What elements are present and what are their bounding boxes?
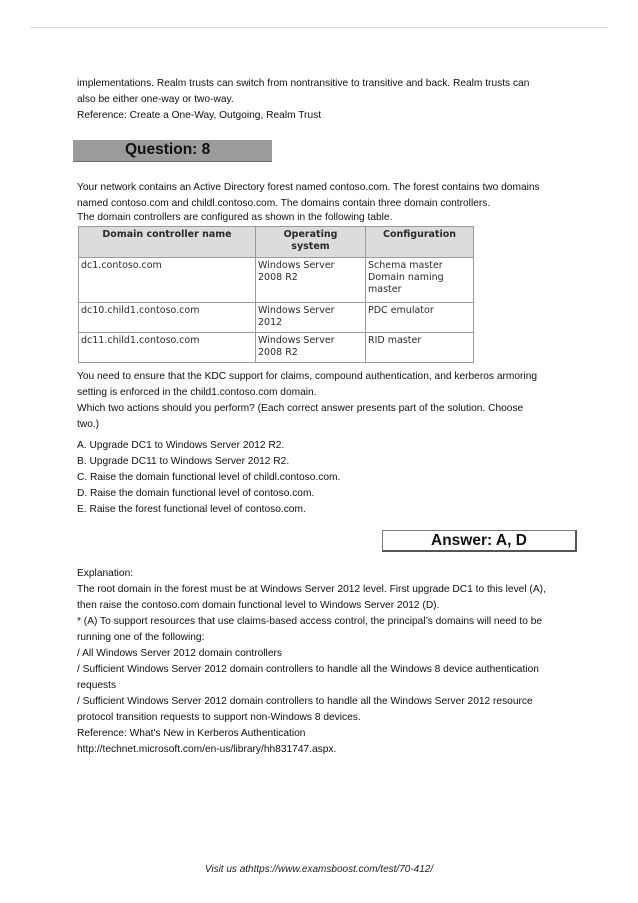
text-line: then raise the contoso.com domain functional level to Windows Server 2012 (D). xyxy=(77,600,440,611)
text-line: Reference: Create a One-Way, Outgoing, Realm Trust xyxy=(77,110,322,121)
explanation-paragraph xyxy=(77,566,577,758)
table-cell: dc10.child1.contoso.com xyxy=(79,303,256,333)
footer-link[interactable]: Visit us athttps://www.examsboost.com/test/70-412/ xyxy=(204,864,434,875)
text-line: Explanation: xyxy=(77,568,134,579)
table-cell: dc11.child1.contoso.com xyxy=(79,333,256,363)
domain-controller-table xyxy=(78,226,474,363)
text-line: The domain controllers are configured as shown in the following table. xyxy=(77,212,393,223)
table-cell: Windows Server 2012 xyxy=(256,303,366,333)
question-header xyxy=(73,140,272,162)
text-line: two.) xyxy=(77,419,100,430)
text-line: / Sufficient Windows Server 2012 domain controllers to handle all the Windows Server 2012 resource xyxy=(77,696,533,707)
question-stem xyxy=(77,180,577,223)
option-d: D. Raise the domain functional level of contoso.com. xyxy=(77,488,315,499)
task-paragraph xyxy=(77,369,577,433)
top-rule xyxy=(30,27,608,28)
column-header: Domain controller name xyxy=(79,227,256,258)
table-row xyxy=(79,303,474,333)
text-line: * (A) To support resources that use claims-based access control, the principal’s domains will need to be xyxy=(77,616,543,627)
text-line: requests xyxy=(77,680,117,691)
table-cell: RID master xyxy=(366,333,474,363)
text-line: Your network contains an Active Directory forest named contoso.com. The forest contains two domains xyxy=(77,182,540,193)
answer-options xyxy=(77,438,340,518)
text-line: Reference: What's New in Kerberos Authentication xyxy=(77,728,306,739)
table-cell: dc1.contoso.com xyxy=(79,258,256,303)
option-e: E. Raise the forest functional level of contoso.com. xyxy=(77,504,306,515)
answer-box xyxy=(382,530,577,552)
answer-label: Answer: A, D xyxy=(431,532,527,549)
option-a: A. Upgrade DC1 to Windows Server 2012 R2. xyxy=(77,440,285,451)
option-b: B. Upgrade DC11 to Windows Server 2012 R2. xyxy=(77,456,290,467)
text-line: named contoso.com and childl.contoso.com. The domains contain three domain controllers. xyxy=(77,198,491,209)
reference-link[interactable]: http://technet.microsoft.com/en-us/library/hh831747.aspx. xyxy=(77,744,337,755)
table-cell: Windows Server 2008 R2 xyxy=(256,258,366,303)
text-line: The root domain in the forest must be at Windows Server 2012 level. First upgrade DC1 to this level (A), xyxy=(77,584,546,595)
table-cell: Schema master Domain naming master xyxy=(366,258,474,303)
text-line: setting is enforced in the child1.contoso.com domain. xyxy=(77,387,317,398)
table-row xyxy=(79,333,474,363)
text-line: / Sufficient Windows Server 2012 domain controllers to handle all the Windows 8 device authentication xyxy=(77,664,539,675)
text-line: Which two actions should you perform? (Each correct answer presents part of the solution. Choose xyxy=(77,403,524,414)
text-line: implementations. Realm trusts can switch from nontransitive to transitive and back. Realm trusts can xyxy=(77,78,530,89)
table-cell: PDC emulator xyxy=(366,303,474,333)
option-c: C. Raise the domain functional level of childl.contoso.com. xyxy=(77,472,341,483)
column-header: Operating system xyxy=(256,227,366,258)
table-header-row xyxy=(79,227,474,258)
table-row xyxy=(79,258,474,303)
table-cell: Windows Server 2008 R2 xyxy=(256,333,366,363)
text-line: You need to ensure that the KDC support for claims, compound authentication, and kerberos armoring xyxy=(77,371,538,382)
text-line: also be either one-way or two-way. xyxy=(77,94,234,105)
question-label: Question: 8 xyxy=(125,141,211,158)
intro-paragraph xyxy=(77,76,577,124)
text-line: / All Windows Server 2012 domain controllers xyxy=(77,648,282,659)
column-header: Configuration xyxy=(366,227,474,258)
text-line: protocol transition requests to support non-Windows 8 devices. xyxy=(77,712,361,723)
text-line: running one of the following: xyxy=(77,632,205,643)
